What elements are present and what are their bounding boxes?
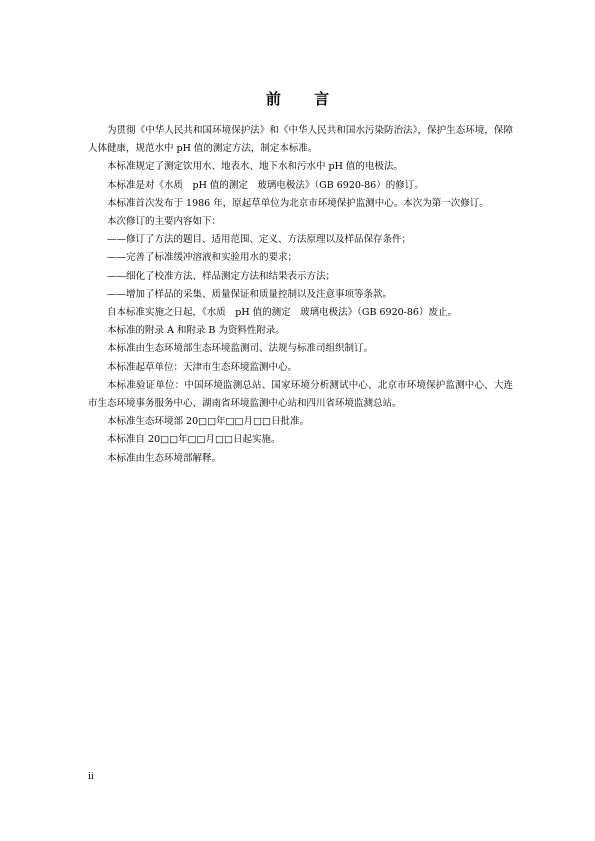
- paragraph-purpose: 为贯彻《中华人民共和国环境保护法》和《中华人民共和国水污染防治法》，保护生态环境，保障人体健康，规范水中 pH 值的测定方法，制定本标准。: [88, 125, 513, 155]
- paragraph-organizer: 本标准由生态环境部生态环境监测司、法规与标准司组织制订。: [107, 343, 374, 355]
- paragraph-approval-date: 本标准生态环境部 20□□年□□月□□日批准。: [107, 416, 309, 428]
- paragraph-interpretation: 本标准由生态环境部解释。: [107, 452, 222, 464]
- list-item-change: ——修订了方法的题目、适用范围、定义、方法原理以及样品保存条件；: [107, 234, 412, 246]
- paragraph-scope: 本标准规定了测定饮用水、地表水、地下水和污水中 pH 值的电极法。: [107, 161, 403, 173]
- list-item-change: ——完善了标准缓冲溶液和实验用水的要求；: [107, 252, 298, 264]
- page-number: ii: [88, 772, 94, 782]
- paragraph-history: 本标准首次发布于 1986 年，原起草单位为北京市环境保护监测中心。本次为第一次修订。: [107, 197, 489, 209]
- foreword-body: [88, 122, 513, 468]
- list-item-change: ——细化了校准方法、样品测定方法和结果表示方法；: [107, 270, 336, 282]
- paragraph-appendix: 本标准的附录 A 和附录 B 为资料性附录。: [107, 325, 285, 337]
- paragraph-changes-intro: 本次修订的主要内容如下：: [107, 216, 222, 228]
- page-title: 前 言: [265, 90, 344, 108]
- paragraph-verification-units: 本标准验证单位：中国环境监测总站、国家环境分析测试中心、北京市环境保护监测中心、大连市生态环境事务服务中心、湖南省环境监测中心站和四川省环境监测总站。: [88, 379, 513, 410]
- paragraph-abolish: 自本标准实施之日起，《水质 pH 值的测定 玻璃电极法》（GB 6920-86）废止。: [107, 307, 457, 319]
- paragraph-effective-date: 本标准自 20□□年□□月□□日起实施。: [107, 434, 281, 446]
- list-item-change: ——增加了样品的采集、质量保证和质量控制以及注意事项等条款。: [107, 288, 393, 300]
- paragraph-revision-of: 本标准是对《水质 pH 值的测定 玻璃电极法》（GB 6920-86）的修订。: [107, 179, 424, 191]
- paragraph-drafting-unit: 本标准起草单位：天津市生态环境监测中心。: [107, 361, 298, 373]
